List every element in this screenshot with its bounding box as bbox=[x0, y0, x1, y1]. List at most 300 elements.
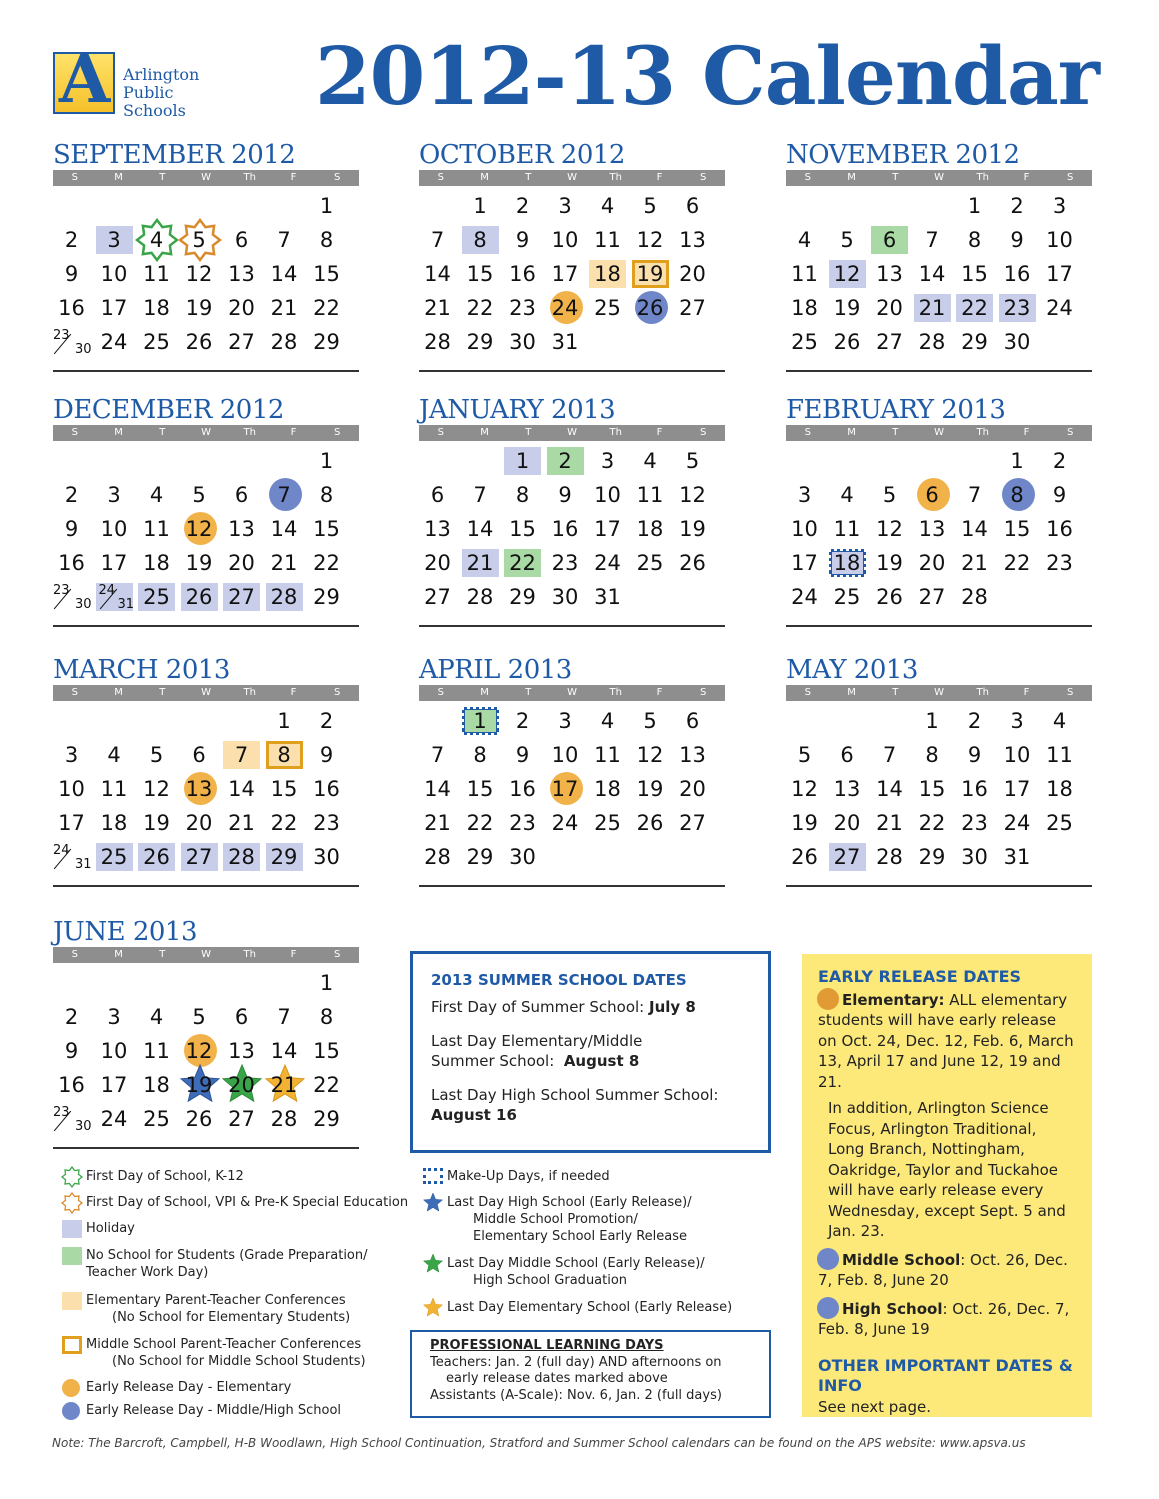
month-name: MAY 2013 bbox=[786, 655, 918, 685]
month-name: SEPTEMBER 2012 bbox=[53, 140, 296, 170]
weekday-label: M bbox=[114, 687, 123, 698]
calendar-day: 20 bbox=[424, 551, 451, 575]
calendar-day: 21 bbox=[914, 294, 951, 322]
legend-item bbox=[86, 1168, 244, 1185]
weekday-label: F bbox=[290, 172, 297, 183]
calendar-day: 14 bbox=[876, 777, 903, 801]
calendar-day: 6 bbox=[914, 481, 951, 509]
calendar-day: 22 bbox=[313, 296, 340, 320]
calendar-day: 17 bbox=[100, 296, 128, 320]
calendar-day: 23 bbox=[999, 294, 1036, 322]
calendar-day: 8 bbox=[473, 743, 487, 767]
month-name: NOVEMBER 2012 bbox=[786, 140, 1020, 170]
calendar-day: 19 bbox=[632, 260, 669, 288]
weekday-header bbox=[786, 685, 1092, 701]
weekday-label: S bbox=[437, 687, 445, 698]
weekday-label: T bbox=[525, 687, 532, 698]
early-elementary-label: Elementary: bbox=[842, 990, 945, 1009]
calendar-day: 23 bbox=[961, 811, 988, 835]
weekday-label: S bbox=[699, 687, 707, 698]
weekday-label: S bbox=[699, 427, 707, 438]
calendar-day: 20 bbox=[833, 811, 861, 835]
calendar-day: 8 bbox=[266, 741, 303, 769]
calendar-day: 4 bbox=[643, 449, 657, 473]
calendar-day: 1 bbox=[319, 449, 334, 473]
calendar-day: 14 bbox=[424, 262, 451, 286]
calendar-day: 6 bbox=[430, 483, 445, 507]
calendar-day: 12 bbox=[181, 515, 218, 543]
weekday-label: S bbox=[699, 172, 707, 183]
month-november-2012 bbox=[786, 140, 1092, 376]
calendar-day: 25 bbox=[138, 583, 175, 611]
weekday-header bbox=[53, 425, 359, 441]
calendar-day: 9 bbox=[1052, 483, 1067, 507]
calendar-day: 22 bbox=[313, 551, 340, 575]
calendar-day: 1 bbox=[462, 707, 499, 735]
calendar-day: 27 bbox=[424, 585, 451, 609]
summer-school-box bbox=[410, 951, 771, 1153]
legend-text: Last Day Elementary School (Early Release) bbox=[447, 1300, 733, 1315]
weekday-label: M bbox=[114, 427, 123, 438]
calendar-day: 28 bbox=[270, 1107, 298, 1131]
calendar-day: 12 bbox=[829, 260, 866, 288]
early-middle-text: : Oct. 26, Dec. 7, Feb. 8, June 20 bbox=[818, 1250, 1068, 1289]
weekday-label: F bbox=[290, 427, 297, 438]
calendar-day: 15 bbox=[509, 517, 536, 541]
calendar-day: 26 bbox=[636, 811, 664, 835]
calendar-day: 18 bbox=[829, 549, 866, 577]
calendar-day: 12 bbox=[876, 517, 903, 541]
weekday-label: W bbox=[567, 687, 577, 698]
weekday-label: M bbox=[480, 687, 489, 698]
calendar-day: 5 bbox=[882, 483, 897, 507]
weekday-label: F bbox=[656, 687, 663, 698]
calendar-day: 10 bbox=[791, 517, 818, 541]
weekday-label: T bbox=[159, 687, 166, 698]
calendar-day: 13 bbox=[228, 1039, 255, 1063]
calendar-day: 17 bbox=[1003, 777, 1031, 801]
noschool-swatch-icon bbox=[62, 1247, 82, 1265]
early-elementary-text: ALL elementary students will have early release on Oct. 24, Dec. 12, Feb. 6, March 13, April 17 and June 12, 19 and 21. bbox=[818, 990, 1074, 1091]
calendar-day: 19 bbox=[876, 551, 903, 575]
weekday-header bbox=[419, 170, 725, 186]
calendar-day: 3 bbox=[107, 483, 121, 507]
calendar-day: 5 bbox=[797, 743, 812, 767]
summer-last-elem bbox=[431, 1031, 750, 1071]
calendar-day: 2 bbox=[547, 447, 584, 475]
epc-swatch-icon bbox=[62, 1292, 82, 1310]
calendar-day: 15 bbox=[313, 517, 340, 541]
calendar-day: 15 bbox=[466, 262, 494, 286]
calendar-day: 15 bbox=[918, 777, 946, 801]
calendar-day: 30 bbox=[509, 330, 536, 354]
calendar-day: 7 bbox=[882, 743, 897, 767]
calendar-day: 27 bbox=[679, 296, 706, 320]
calendar-day: 6 bbox=[234, 228, 249, 252]
calendar-day: 2 bbox=[515, 194, 530, 218]
calendar-day: 30 bbox=[961, 845, 988, 869]
calendar-day: 30 bbox=[509, 845, 536, 869]
legend-item bbox=[86, 1379, 291, 1396]
calendar-day: 27 bbox=[876, 330, 903, 354]
month-divider bbox=[53, 625, 359, 627]
month-divider bbox=[786, 370, 1092, 372]
calendar-day: 26 bbox=[138, 843, 175, 871]
calendar-day: 6 bbox=[685, 709, 700, 733]
early-middle bbox=[818, 1248, 1076, 1291]
calendar-day: 22 bbox=[466, 811, 494, 835]
calendar-day: 21 bbox=[228, 811, 255, 835]
calendar-day: 6 bbox=[234, 1005, 249, 1029]
calendar-day: 5 bbox=[181, 226, 218, 254]
calendar-day: 9 bbox=[64, 517, 79, 541]
weekday-label: T bbox=[159, 949, 166, 960]
calendar-day: 26 bbox=[181, 583, 218, 611]
calendar-day: 12 bbox=[181, 1037, 218, 1065]
calendar-day: 2 bbox=[319, 709, 334, 733]
weekday-label: T bbox=[525, 172, 532, 183]
calendar-day: 6 bbox=[840, 743, 854, 767]
calendar-day: 29 bbox=[961, 330, 988, 354]
calendar-day: 1 bbox=[473, 194, 487, 218]
weekday-label: S bbox=[333, 172, 341, 183]
calendar-day: 10 bbox=[594, 483, 621, 507]
calendar-day: 2 bbox=[64, 1005, 79, 1029]
weekday-label: F bbox=[290, 687, 297, 698]
calendar-day: 10 bbox=[551, 743, 579, 767]
calendar-day: 1 bbox=[504, 447, 541, 475]
calendar-day: 24 bbox=[1003, 811, 1031, 835]
calendar-day: 22 bbox=[504, 549, 541, 577]
calendar-day: 26 bbox=[791, 845, 818, 869]
calendar-day: 6 bbox=[192, 743, 206, 767]
calendar-day: 29 bbox=[466, 845, 494, 869]
calendar-day: 15 bbox=[270, 777, 298, 801]
logo-line-2: Public bbox=[123, 83, 174, 102]
weekday-label: S bbox=[1066, 427, 1074, 438]
calendar-day: 27 bbox=[228, 1107, 255, 1131]
calendar-day: 15 bbox=[466, 777, 494, 801]
calendar-day: 29 bbox=[313, 1107, 340, 1131]
calendar-day: 20 bbox=[679, 262, 706, 286]
calendar-day: 18 bbox=[594, 777, 621, 801]
weekday-label: S bbox=[71, 687, 79, 698]
calendar-day: 31 bbox=[594, 585, 621, 609]
calendar-day: 1 bbox=[1010, 449, 1024, 473]
calendar-day: 19 bbox=[636, 777, 664, 801]
calendar-day: 14 bbox=[466, 517, 494, 541]
calendar-day: 3 bbox=[1010, 709, 1024, 733]
legend-text: First Day of School, VPI & Pre-K Special Education bbox=[86, 1195, 409, 1210]
legend-text: Elementary Parent-Teacher Conferences bbox=[86, 1293, 346, 1308]
overflow-date-bottom: 31 bbox=[75, 857, 92, 872]
calendar-day: 17 bbox=[100, 551, 128, 575]
calendar-day: 16 bbox=[313, 777, 340, 801]
weekday-header bbox=[419, 425, 725, 441]
calendar-day: 31 bbox=[551, 330, 579, 354]
early-high-text: : Oct. 26, Dec. 7, Feb. 8, June 19 bbox=[818, 1299, 1070, 1338]
calendar-day: 12 bbox=[185, 262, 213, 286]
calendar-day: 10 bbox=[1046, 228, 1073, 252]
calendar-day: 7 bbox=[430, 743, 445, 767]
weekday-label: S bbox=[804, 687, 812, 698]
calendar-day: 7 bbox=[967, 483, 982, 507]
month-name: DECEMBER 2012 bbox=[53, 395, 284, 425]
calendar-day: 29 bbox=[466, 330, 494, 354]
calendar-day: 28 bbox=[466, 585, 494, 609]
calendar-day: 25 bbox=[791, 330, 818, 354]
calendar-day: 14 bbox=[961, 517, 988, 541]
calendar-day: 28 bbox=[270, 330, 298, 354]
legend-text: Last Day Middle School (Early Release)/ bbox=[447, 1256, 705, 1271]
calendar-day: 19 bbox=[185, 551, 213, 575]
weekday-label: S bbox=[1066, 172, 1074, 183]
calendar-day: 4 bbox=[840, 483, 854, 507]
calendar-day: 20 bbox=[679, 777, 706, 801]
calendar-day: 15 bbox=[313, 262, 340, 286]
weekday-label: F bbox=[1023, 687, 1030, 698]
calendar-day: 4 bbox=[600, 709, 615, 733]
pld-heading: PROFESSIONAL LEARNING DAYS bbox=[430, 1338, 664, 1353]
weekday-label: S bbox=[1066, 687, 1074, 698]
weekday-label: Th bbox=[609, 687, 622, 698]
weekday-label: F bbox=[656, 427, 663, 438]
calendar-day: 26 bbox=[679, 551, 706, 575]
calendar-day: 5 bbox=[643, 709, 657, 733]
overflow-date-top: 23 bbox=[53, 1105, 70, 1120]
calendar-day: 14 bbox=[424, 777, 451, 801]
calendar-day: 13 bbox=[424, 517, 451, 541]
calendar-day: 10 bbox=[100, 262, 128, 286]
calendar-day: 19 bbox=[143, 811, 170, 835]
early-high bbox=[818, 1297, 1076, 1340]
summer-first-date: July 8 bbox=[648, 998, 696, 1016]
makeup-swatch-icon bbox=[423, 1168, 443, 1184]
weekday-label: S bbox=[333, 949, 341, 960]
calendar-day: 22 bbox=[1003, 551, 1031, 575]
page-title: 2012-13 Calendar bbox=[315, 29, 1099, 123]
legend-item bbox=[447, 1299, 732, 1316]
weekday-label: M bbox=[847, 172, 856, 183]
weekday-label: Th bbox=[243, 427, 256, 438]
summer-last-elem-label: Last Day Elementary/Middle bbox=[431, 1032, 643, 1050]
weekday-label: W bbox=[201, 427, 211, 438]
calendar-day: 11 bbox=[1046, 743, 1073, 767]
calendar-day: 17 bbox=[1046, 262, 1073, 286]
calendar-day: 21 bbox=[270, 551, 298, 575]
month-december-2012 bbox=[53, 395, 359, 631]
calendar-day: 20 bbox=[228, 551, 255, 575]
calendar-day: 24 bbox=[547, 294, 584, 322]
calendar-day: 1 bbox=[925, 709, 939, 733]
logo-line-3: Schools bbox=[123, 101, 186, 120]
calendar-day: 8 bbox=[925, 743, 939, 767]
overflow-date-bottom: 30 bbox=[75, 597, 92, 612]
calendar-day: 3 bbox=[64, 743, 79, 767]
legend-text: First Day of School, K-12 bbox=[86, 1169, 244, 1184]
weekday-label: T bbox=[159, 172, 166, 183]
calendar-day: 24 bbox=[100, 1107, 128, 1131]
calendar-day: 17 bbox=[594, 517, 621, 541]
calendar-day: 11 bbox=[833, 517, 861, 541]
calendar-day: 11 bbox=[594, 743, 621, 767]
calendar-day: 31 bbox=[1003, 845, 1031, 869]
calendar-day: 20 bbox=[876, 296, 903, 320]
calendar-day: 26 bbox=[876, 585, 903, 609]
calendar-day: 28 bbox=[266, 583, 303, 611]
calendar-day: 10 bbox=[1003, 743, 1031, 767]
legend-item bbox=[447, 1194, 692, 1245]
calendar-day: 21 bbox=[424, 296, 451, 320]
month-march-2013 bbox=[53, 655, 359, 891]
weekday-label: M bbox=[847, 687, 856, 698]
month-september-2012 bbox=[53, 140, 359, 376]
calendar-day: 8 bbox=[462, 226, 499, 254]
legend-star-icon bbox=[62, 1194, 82, 1214]
calendar-day: 17 bbox=[100, 1073, 128, 1097]
calendar-day: 29 bbox=[266, 843, 303, 871]
calendar-day: 13 bbox=[181, 775, 218, 803]
weekday-label: Th bbox=[609, 427, 622, 438]
calendar-day: 7 bbox=[223, 741, 260, 769]
weekday-label: Th bbox=[243, 949, 256, 960]
summer-first-day bbox=[431, 997, 750, 1017]
calendar-day: 25 bbox=[833, 585, 861, 609]
calendar-day: 19 bbox=[181, 1071, 218, 1099]
calendar-day: 4 bbox=[600, 194, 615, 218]
calendar-day: 4 bbox=[138, 226, 175, 254]
holiday-swatch-icon bbox=[62, 1220, 82, 1238]
legend-item bbox=[86, 1194, 408, 1211]
weekday-header bbox=[53, 947, 359, 963]
calendar-day: 3 bbox=[96, 226, 133, 254]
weekday-label: T bbox=[892, 172, 899, 183]
weekday-label: S bbox=[71, 172, 79, 183]
legend-star-icon bbox=[62, 1168, 82, 1188]
calendar-day: 9 bbox=[1010, 228, 1024, 252]
calendar-day: 5 bbox=[685, 449, 700, 473]
calendar-day: 13 bbox=[833, 777, 861, 801]
footer-note: Note: The Barcroft, Campbell, H-B Woodlawn, High School Continuation, Stratford and Summer School calendars can be found on the APS website: www.apsva.us bbox=[52, 1436, 1026, 1450]
overflow-date-bottom: 30 bbox=[75, 342, 92, 357]
calendar-day: 14 bbox=[270, 517, 298, 541]
calendar-day: 8 bbox=[319, 228, 334, 252]
calendar-day: 2 bbox=[967, 709, 982, 733]
weekday-label: T bbox=[892, 687, 899, 698]
calendar-day: 2 bbox=[1010, 194, 1024, 218]
calendar-day: 14 bbox=[918, 262, 946, 286]
weekday-label: W bbox=[934, 687, 944, 698]
weekday-header bbox=[53, 685, 359, 701]
legend-text: Make-Up Days, if needed bbox=[447, 1169, 610, 1184]
calendar-day: 15 bbox=[1003, 517, 1031, 541]
early-high-label: High School bbox=[842, 1299, 943, 1318]
early-elementary bbox=[818, 988, 1076, 1093]
early-addition: In addition, Arlington Science Focus, Arlington Traditional, Long Branch, Nottingham, Oakridge, Taylor and Tuckahoe will have early release every Wednesday, except Sept. 5 and Jan. 23. bbox=[828, 1099, 1066, 1240]
calendar-day: 21 bbox=[266, 1071, 303, 1099]
weekday-label: M bbox=[847, 427, 856, 438]
other-info-text: See next page. bbox=[818, 1397, 931, 1416]
mpc-swatch-icon bbox=[62, 1336, 82, 1354]
calendar-day: 16 bbox=[961, 777, 988, 801]
month-june-2013 bbox=[53, 917, 359, 1153]
calendar-day: 11 bbox=[594, 228, 621, 252]
overflow-date-bottom: 30 bbox=[75, 1119, 92, 1134]
calendar-day: 22 bbox=[956, 294, 993, 322]
calendar-day: 6 bbox=[871, 226, 908, 254]
calendar-day: 25 bbox=[1046, 811, 1073, 835]
calendar-day: 13 bbox=[228, 517, 255, 541]
weekday-label: S bbox=[71, 949, 79, 960]
month-divider bbox=[419, 885, 725, 887]
calendar-day: 16 bbox=[58, 1073, 85, 1097]
overflow-date-top: 23 bbox=[53, 328, 70, 343]
calendar-day: 27 bbox=[918, 585, 946, 609]
weekday-label: W bbox=[934, 172, 944, 183]
calendar-day: 12 bbox=[143, 777, 170, 801]
calendar-day: 29 bbox=[313, 330, 340, 354]
month-january-2013 bbox=[419, 395, 725, 631]
calendar-day: 10 bbox=[100, 517, 128, 541]
calendar-day: 7 bbox=[925, 228, 939, 252]
weekday-label: W bbox=[567, 172, 577, 183]
logo-line-1: Arlington bbox=[123, 65, 200, 84]
pld-line-2: early release dates marked above bbox=[446, 1371, 668, 1386]
calendar-day: 2 bbox=[64, 483, 79, 507]
calendar-day: 3 bbox=[558, 194, 572, 218]
calendar-day: 10 bbox=[551, 228, 579, 252]
month-divider bbox=[419, 370, 725, 372]
calendar-day: 6 bbox=[685, 194, 700, 218]
weekday-header bbox=[786, 425, 1092, 441]
calendar-day: 24 bbox=[100, 330, 128, 354]
summer-last-hs-label: Last Day High School Summer School: bbox=[431, 1086, 719, 1104]
calendar-day: 8 bbox=[967, 228, 982, 252]
calendar-day: 27 bbox=[181, 843, 218, 871]
calendar-day: 29 bbox=[918, 845, 946, 869]
calendar-day: 23 bbox=[313, 811, 340, 835]
calendar-day: 22 bbox=[313, 1073, 340, 1097]
calendar-day: 23 bbox=[509, 296, 536, 320]
calendar-day: 4 bbox=[149, 483, 164, 507]
calendar-day: 7 bbox=[277, 1005, 291, 1029]
calendar-day: 11 bbox=[143, 262, 170, 286]
month-october-2012 bbox=[419, 140, 725, 376]
calendar-day: 18 bbox=[791, 296, 818, 320]
calendar-day: 2 bbox=[64, 228, 79, 252]
calendar-day: 28 bbox=[424, 330, 451, 354]
calendar-day: 1 bbox=[277, 709, 291, 733]
calendar-day: 3 bbox=[600, 449, 615, 473]
calendar-day: 18 bbox=[1046, 777, 1073, 801]
calendar-day: 13 bbox=[918, 517, 946, 541]
calendar-day: 17 bbox=[551, 262, 579, 286]
calendar-day: 3 bbox=[558, 709, 572, 733]
calendar-day: 11 bbox=[791, 262, 818, 286]
month-divider bbox=[419, 625, 725, 627]
pld-line-3: Assistants (A-Scale): Nov. 6, Jan. 2 (full days) bbox=[430, 1387, 722, 1403]
legend-item bbox=[86, 1336, 366, 1370]
calendar-day: 18 bbox=[143, 1073, 170, 1097]
early-release-box bbox=[802, 954, 1092, 1417]
weekday-label: S bbox=[333, 687, 341, 698]
calendar-day: 16 bbox=[1003, 262, 1031, 286]
legend-star-icon bbox=[423, 1299, 443, 1319]
calendar-day: 14 bbox=[228, 777, 255, 801]
calendar-day: 20 bbox=[223, 1071, 260, 1099]
calendar-day: 2 bbox=[1052, 449, 1067, 473]
calendar-day: 1 bbox=[319, 971, 334, 995]
